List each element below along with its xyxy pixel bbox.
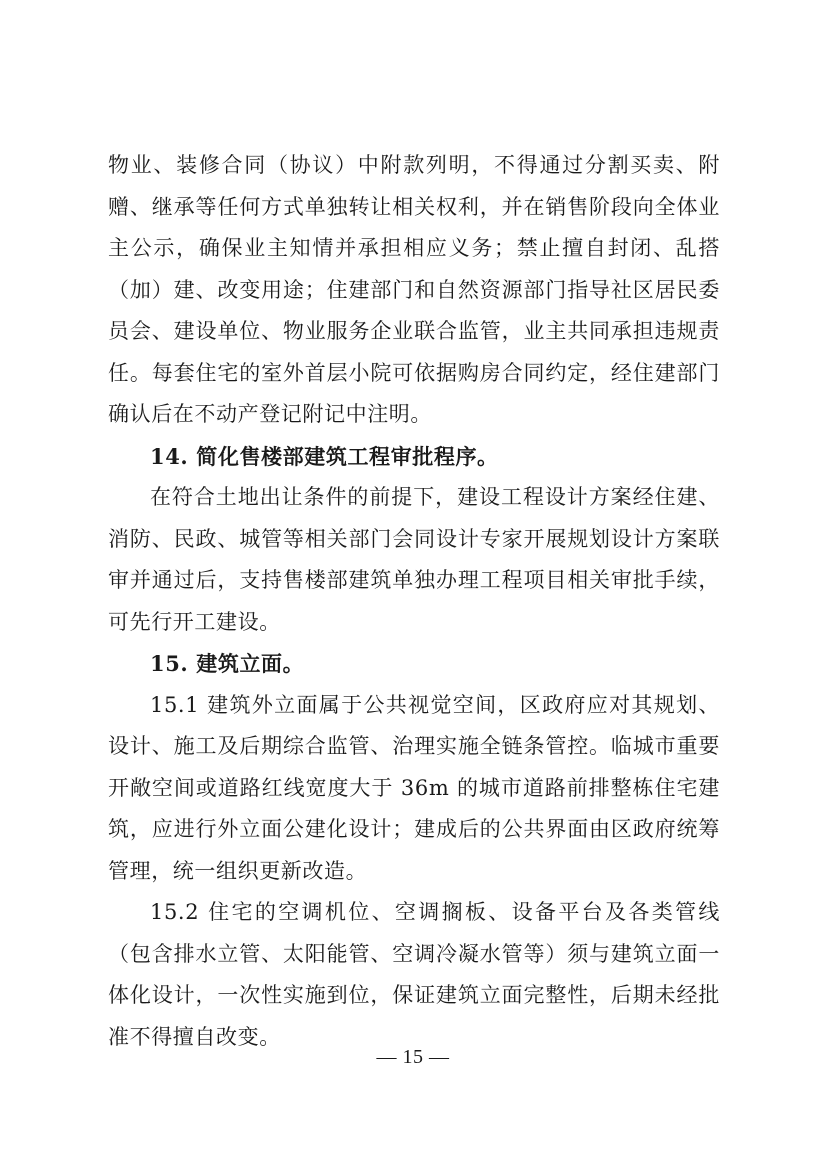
paragraph-15-1-facade-control: 15.1 建筑外立面属于公共视觉空间，区政府应对其规划、设计、施工及后期综合监管、治理实施全链条管控。临城市重要开敞空间或道路红线宽度大于 36m 的城市道路前排整栋住宅建筑，应进行外立面公建化设计；建成后的公共界面由区政府统筹管理，统一组织更新改造。 xyxy=(108,692,720,883)
document-body xyxy=(108,145,720,1058)
heading-15-building-facade: 15. 建筑立面。 xyxy=(150,651,305,676)
heading-14-sales-office-approval: 14. 简化售楼部建筑工程审批程序。 xyxy=(150,443,499,469)
paragraph-15-2-equipment-integration: 15.2 住宅的空调机位、空调搁板、设备平台及各类管线（包含排水立管、太阳能管、空调冷凝水管等）须与建筑立面一体化设计，一次性实施到位，保证建筑立面完整性，后期未经批准不得擅自改变。 xyxy=(108,900,720,1049)
page-number: — 15 — xyxy=(376,1046,450,1068)
paragraph-sales-office-approval: 在符合土地出让条件的前提下，建设工程设计方案经住建、消防、民政、城管等相关部门会同设计专家开展规划设计方案联审并通过后，支持售楼部建筑单独办理工程项目相关审批手续，可先行开工建设。 xyxy=(108,485,720,634)
paragraph-continued-property-rules: 物业、装修合同（协议）中附款列明，不得通过分割买卖、附赠、继承等任何方式单独转让相关权利，并在销售阶段向全体业主公示，确保业主知情并承担相应义务；禁止擅自封闭、乱搭（加）建、改变用途；住建部门和自然资源部门指导社区居民委员会、建设单位、物业服务企业联合监管，业主共同承担违规责任。每套住宅的室外首层小院可依据购房合同约定，经住建部门确认后在不动产登记附记中注明。 xyxy=(108,153,720,426)
